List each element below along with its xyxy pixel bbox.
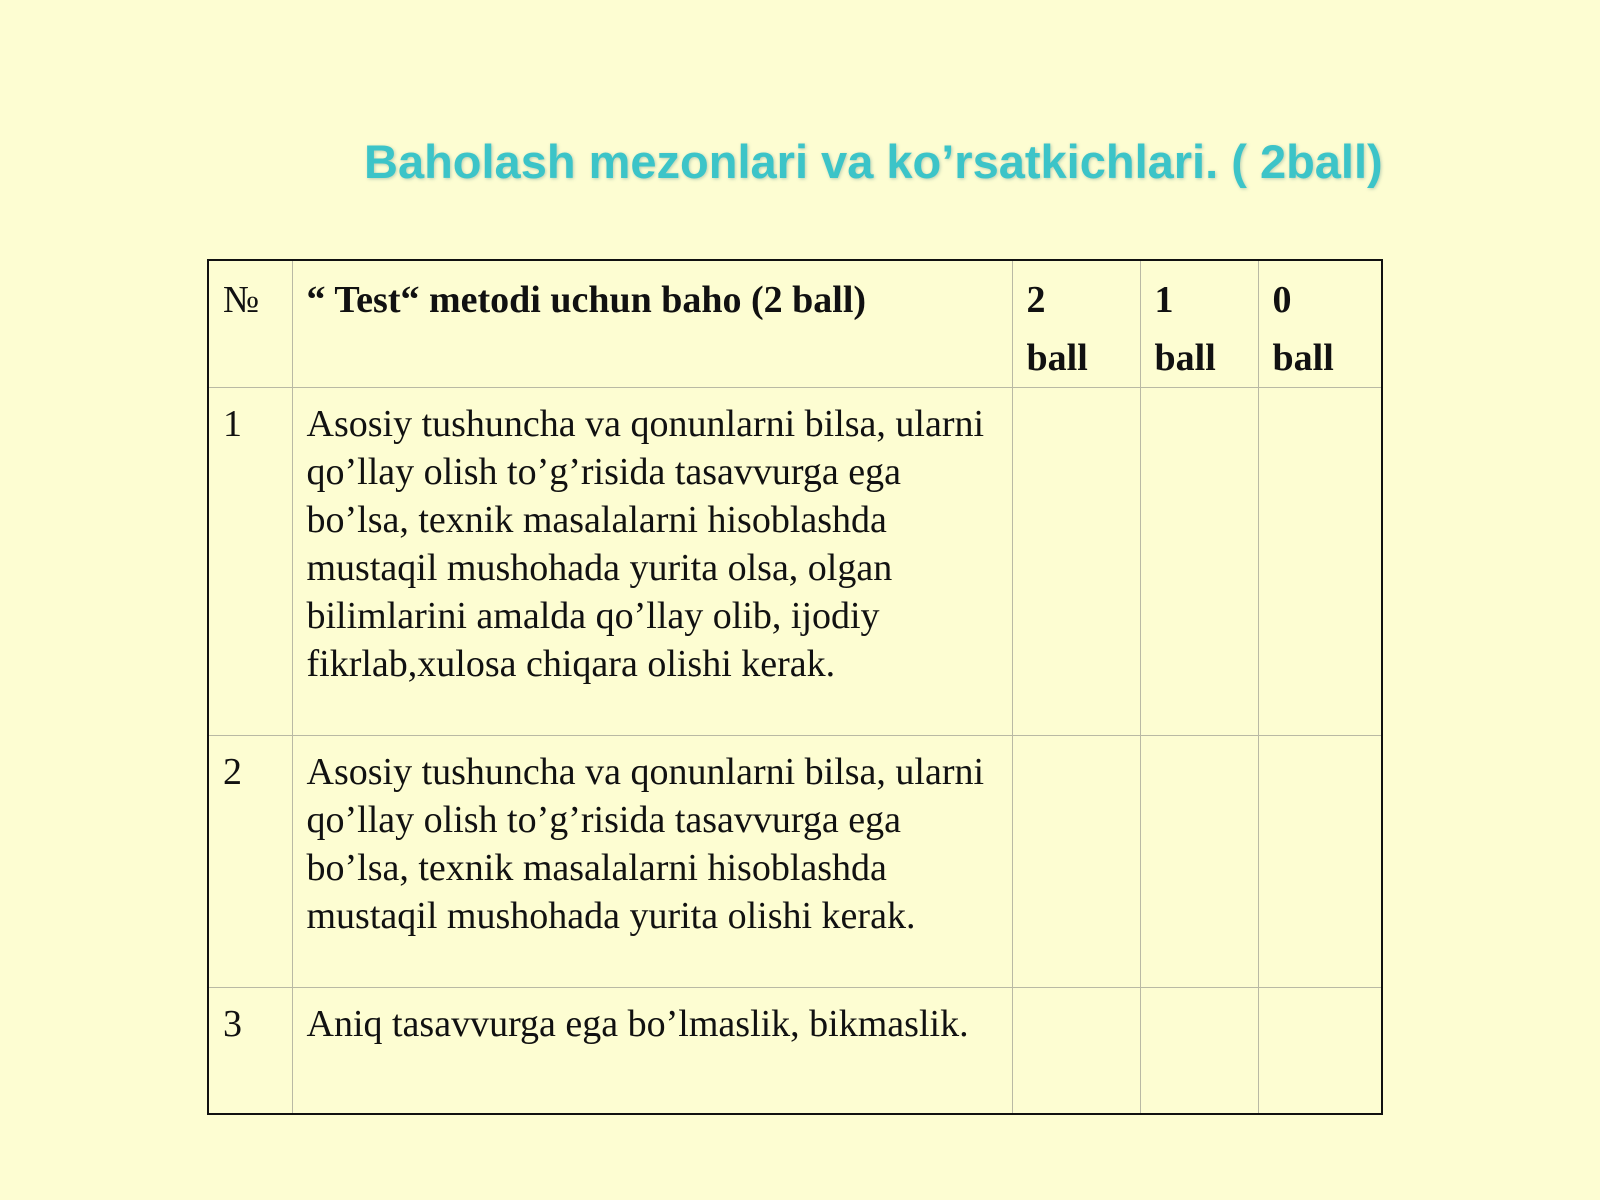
row-criterion: Aniq tasavvurga ega bo’lmaslik, bikmaslik. xyxy=(292,988,1012,1114)
row-score-2-cell xyxy=(1012,988,1140,1114)
row-score-1-cell xyxy=(1140,988,1258,1114)
row-score-0-cell xyxy=(1258,736,1382,988)
row-criterion: Asosiy tushuncha va qonunlarni bilsa, ularni qo’llay olish to’g’risida tasavvurga ega bo’lsa, texnik masalalarni hisoblashda mustaqil mushohada yurita olishi kerak. xyxy=(292,736,1012,988)
header-criterion: “ Test“ metodi uchun baho (2 ball) xyxy=(292,260,1012,388)
header-number: № xyxy=(208,260,292,388)
header-score-2-value: 2 xyxy=(1026,279,1046,321)
row-criterion: Asosiy tushuncha va qonunlarni bilsa, ularni qo’llay olish to’g’risida tasavvurga ega bo’lsa, texnik masalalarni hisoblashda mustaqil mushohada yurita olsa, olgan bilimlarini amalda qo’llay olib, ijodiy fikrlab,xulosa chiqara olishi kerak. xyxy=(292,388,1012,736)
row-number: 2 xyxy=(208,736,292,988)
header-score-0-value: 0 xyxy=(1272,279,1292,321)
row-score-1-cell xyxy=(1140,736,1258,988)
header-score-1 xyxy=(1140,260,1258,388)
row-score-2-cell xyxy=(1012,736,1140,988)
table-row xyxy=(208,388,1382,736)
header-score-0 xyxy=(1258,260,1382,388)
header-score-2-unit: ball xyxy=(1026,337,1088,379)
table-row xyxy=(208,736,1382,988)
row-score-1-cell xyxy=(1140,388,1258,736)
row-score-0-cell xyxy=(1258,388,1382,736)
header-score-1-value: 1 xyxy=(1154,279,1174,321)
table-row xyxy=(208,988,1382,1114)
criteria-table xyxy=(207,259,1383,1115)
header-score-1-unit: ball xyxy=(1154,337,1216,379)
header-score-2 xyxy=(1012,260,1140,388)
table-header-row xyxy=(208,260,1382,388)
row-number: 1 xyxy=(208,388,292,736)
row-number: 3 xyxy=(208,988,292,1114)
header-score-0-unit: ball xyxy=(1272,337,1334,379)
slide-title: Baholash mezonlari va ko’rsatkichlari. ( 2ball) xyxy=(364,135,1383,188)
row-score-2-cell xyxy=(1012,388,1140,736)
row-score-0-cell xyxy=(1258,988,1382,1114)
